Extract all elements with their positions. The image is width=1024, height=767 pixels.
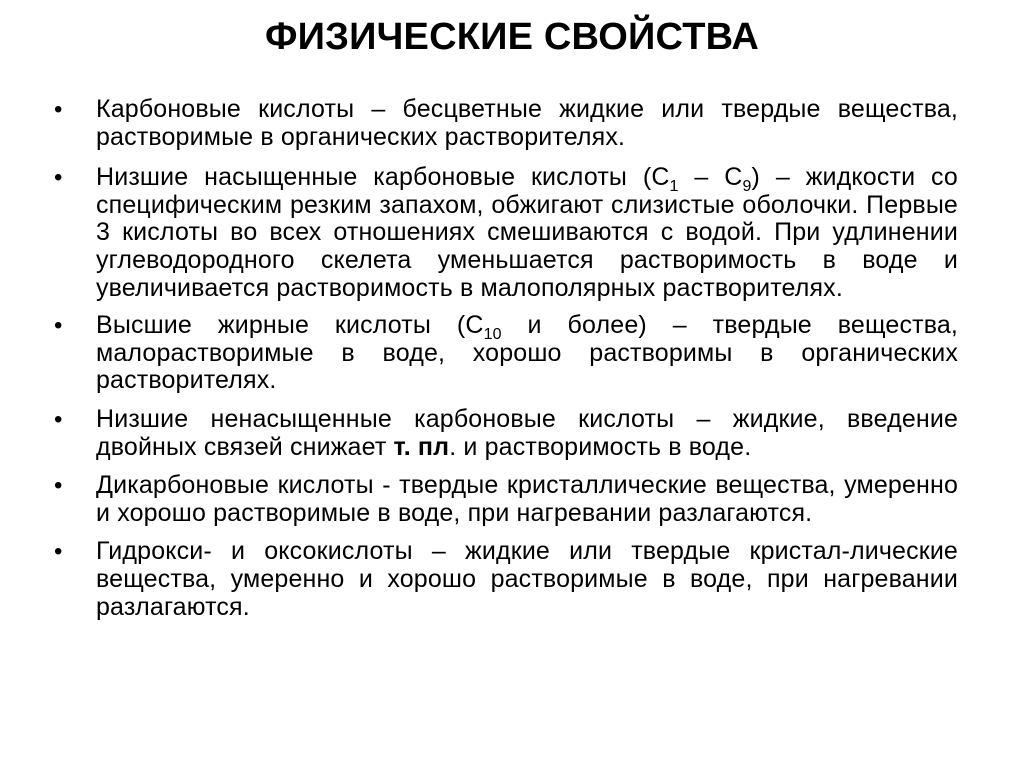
subscript: 9 — [742, 178, 752, 196]
subscript: 10 — [483, 326, 502, 344]
item-text-part: Карбоновые кислоты – бесцветные жидкие или твердые вещества, растворимые в органических растворителях. — [96, 95, 958, 151]
bullet-icon: • — [54, 405, 63, 433]
item-text-part: ) – жидкости со специфическим резким запахом, обжигают слизистые оболочки. Первые 3 кислоты во всех отношениях смешиваются с водой. При удлинении углеводородного скелета уменьшается растворимость в воде и увеличивается растворимость в малополярных растворителях. — [96, 163, 958, 302]
slide-title: ФИЗИЧЕСКИЕ СВОЙСТВА — [264, 16, 760, 58]
list-item — [50, 164, 958, 302]
item-text-part: Высшие жирные кислоты (С — [96, 311, 484, 340]
list-item — [50, 538, 958, 621]
bullet-icon: • — [54, 164, 63, 192]
bullet-list — [50, 96, 958, 631]
item-text — [96, 96, 958, 151]
list-item — [50, 96, 958, 151]
bold-term: т. пл — [393, 432, 450, 461]
item-text-part: и более) – твердые вещества, малорастворимые в воде, хорошо растворимы в органических растворителях. — [96, 311, 958, 395]
item-text-part: – С — [678, 163, 743, 192]
bullet-icon: • — [54, 538, 63, 566]
item-text-part: Низшие насыщенные карбоновые кислоты (С — [96, 163, 670, 192]
item-text-part: Дикарбоновые кислоты - твердые кристаллические вещества, умеренно и хорошо растворимые в воде, при нагревании разлагаются. — [96, 471, 958, 527]
item-text — [96, 472, 958, 527]
list-item — [50, 406, 958, 461]
bullet-icon: • — [54, 96, 63, 123]
subscript: 1 — [669, 178, 679, 196]
item-text — [96, 312, 958, 395]
list-item — [50, 472, 958, 527]
item-text — [96, 164, 958, 302]
bullet-icon: • — [54, 312, 63, 340]
item-text-part: Гидрокси- и оксокислоты – жидкие или твердые кристал-лические вещества, умеренно и хорошо растворимые в воде, при нагревании разлагаются. — [96, 537, 958, 621]
item-text-part: . и растворимость в воде. — [449, 432, 752, 461]
item-text-part: Низшие ненасыщенные карбоновые кислоты – жидкие, введение двойных связей снижает — [96, 404, 958, 461]
item-text — [96, 406, 958, 461]
list-item — [50, 312, 958, 395]
item-text — [96, 538, 958, 621]
bullet-icon: • — [54, 472, 63, 500]
